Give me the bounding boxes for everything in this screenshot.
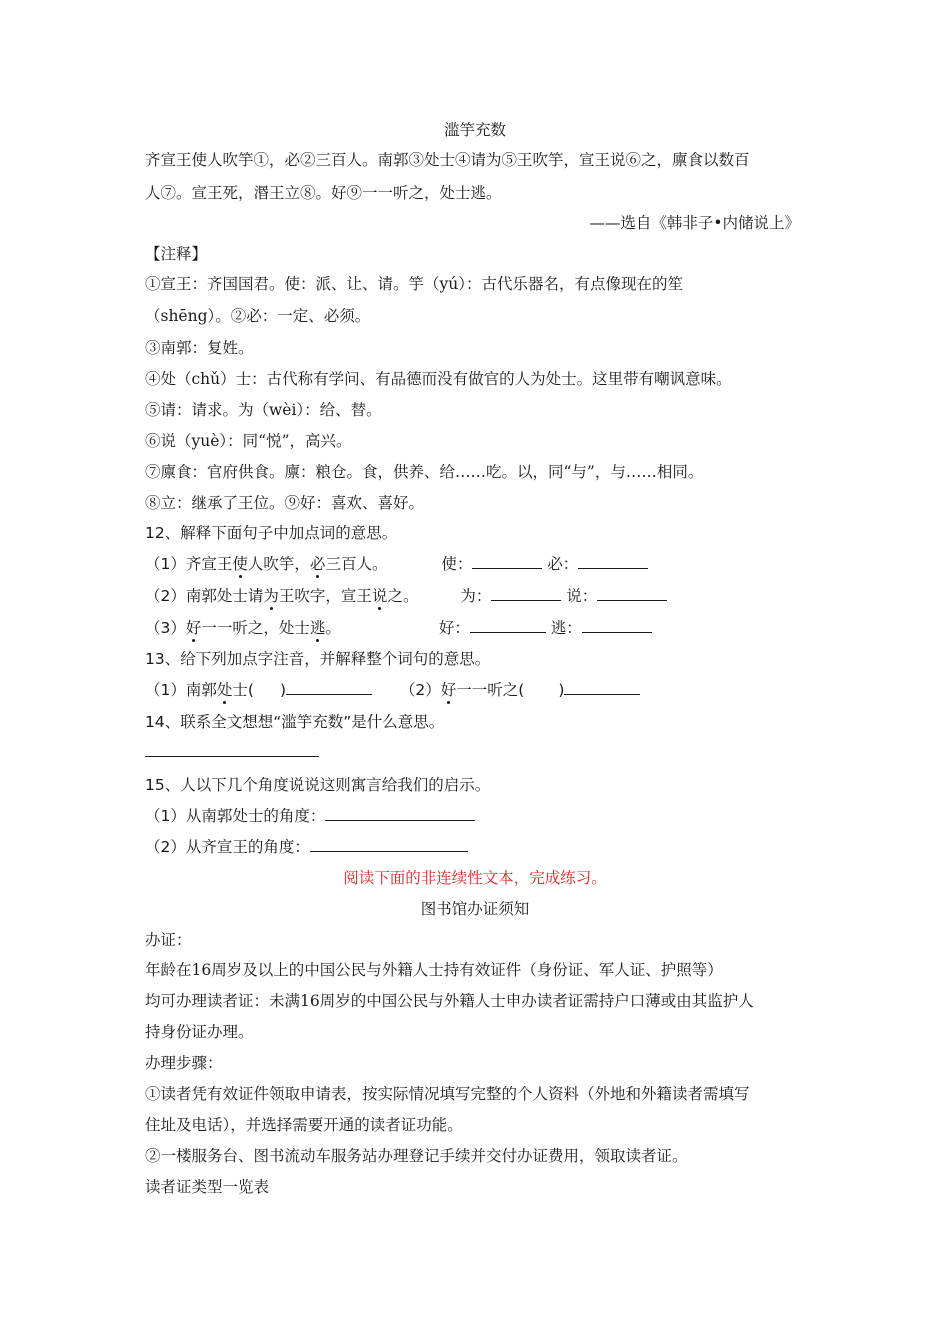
q12-3-label-1: 好： [438,619,470,637]
reading-label-1: 办证： [145,931,192,949]
q13-2-number: （2） [399,681,441,699]
q15-stem: 15、人以下几个角度说说这则寓言给我们的启示。 [145,776,491,794]
reading-paragraph-line-2: 均可办理读者证：未满16周岁的中国公民与外籍人士申办读者证需持户口薄或由其监护人 [145,992,754,1010]
reading-step-2: ②一楼服务台、图书流动车服务站办理登记手续并交付办证费用，领取读者证。 [145,1147,688,1165]
q13-1-dotted-char: 处 [216,681,233,699]
q15-item-1 [145,806,475,826]
reading-table-title: 读者证类型一览表 [145,1178,270,1196]
q12-2-number: （2） [145,587,186,605]
q12-1-text-post: 三百人。 [325,555,388,573]
reading-instruction: 阅读下面的非连续性文本，完成练习。 [343,869,607,887]
q12-3-dotted-word-1: 好 [185,619,202,637]
q13-items [145,680,640,700]
q12-item-3 [145,618,652,638]
q13-1-number: （1） [145,681,186,699]
q13-1-paren-close: ) [279,681,287,699]
reading-paragraph-line-1: 年龄在16周岁及以上的中国公民与外籍人士持有效证件（身份证、军人证、护照等） [145,961,723,979]
q13-stem: 13、给下列加点字注音，并解释整个词句的意思。 [145,650,491,668]
q12-3-label-2: 逃： [550,619,582,637]
q13-1-text-post: 士( [232,681,254,699]
q12-2-label-2: 说： [566,587,598,605]
story-source: ——选自《韩非子•内储说上》 [589,214,800,232]
q12-1-answer-blank-2[interactable] [578,554,648,569]
q13-2-dotted-char: 好 [440,681,457,699]
q15-1-label: （1）从南郭处士的角度： [145,807,326,825]
q12-2-text-pre: 南郭处士请 [185,587,264,605]
q13-2-paren-close: ) [558,681,565,699]
notes-heading: 【注释】 [145,245,208,263]
q12-2-dotted-word-1: 为 [263,587,279,605]
q14-stem: 14、联系全文想想“滥竽充数”是什么意思。 [145,713,445,731]
q13-2-answer-blank[interactable] [564,680,640,695]
note-8: ⑧立：继承了王位。⑨好：喜欢、喜好。 [145,494,425,512]
note-5: ⑤请：请求。为（wèi）：给、替。 [145,401,382,419]
reading-title: 图书馆办证须知 [420,900,530,918]
q12-2-dotted-word-2: 说 [371,587,388,605]
q12-3-number: （3） [145,619,186,637]
q12-3-answer-blank-1[interactable] [470,618,546,633]
reading-paragraph-line-3: 持身份证办理。 [145,1023,254,1041]
q13-1-text-pre: 南郭 [185,681,217,699]
q12-1-text-pre: 齐宣王 [185,555,233,573]
q12-1-text-mid: 人吹竽， [247,555,310,573]
note-1b: （shēng）。②必：一定、必须。 [145,307,371,325]
note-6: ⑥说（yuè）：同“悦”，高兴。 [145,432,352,450]
q12-2-text-mid: 王吹字，宣王 [278,587,372,605]
q13-1-answer-blank[interactable] [286,680,372,695]
reading-step-1a: ①读者凭有效证件领取申请表，按实际情况填写完整的个人资料（外地和外籍读者需填写 [145,1085,750,1103]
q12-1-number: （1） [145,555,186,573]
q15-1-answer-blank[interactable] [325,806,475,821]
q12-2-text-post: 之。 [387,587,419,605]
q12-1-answer-blank-1[interactable] [472,554,542,569]
q12-stem: 12、解释下面句子中加点词的意思。 [145,524,398,542]
q14-answer-blank[interactable] [145,742,319,757]
q12-1-label-2: 必： [547,555,579,573]
note-4: ④处（chǔ）士：古代称有学问、有品德而没有做官的人为处士。这里带有嘲讽意味。 [145,370,732,388]
note-7: ⑦廪食：官府供食。廪：粮仓。食，供养、给……吃。以，同“与”，与……相同。 [145,463,704,481]
story-text-line-1: 齐宣王使人吹竽①，必②三百人。南郭③处士④请为⑤王吹竽，宣王说⑥之，廪食以数百 [145,151,750,169]
q15-item-2 [145,837,468,857]
story-title: 滥竽充数 [443,121,506,139]
q12-1-dotted-word-2: 必 [309,555,326,573]
q12-2-label-1: 为： [460,587,492,605]
q12-3-text-post: 。 [325,619,341,637]
q12-item-1 [145,554,648,574]
q12-2-answer-blank-1[interactable] [491,586,561,601]
story-text-line-2: 人⑦。宣王死，湣王立⑧。好⑨一一听之，处士逃。 [145,184,502,202]
q14-answer-line [145,742,319,762]
reading-step-1b: 住址及电话），并选择需要开通的读者证功能。 [145,1116,463,1134]
q12-3-text-mid: 一一听之，处士 [201,619,310,637]
q13-2-text-post: 一一听之( [456,681,525,699]
q12-3-answer-blank-2[interactable] [582,618,652,633]
q12-1-label-1: 使： [441,555,473,573]
q12-2-answer-blank-2[interactable] [597,586,667,601]
note-1a: ①宣王：齐国国君。使：派、让、请。竽（yú）：古代乐器名，有点像现在的笙 [145,275,683,293]
q12-item-2 [145,586,667,606]
q15-2-label: （2）从齐宣王的角度： [145,838,310,856]
note-3: ③南郭：复姓。 [145,339,254,357]
q15-2-answer-blank[interactable] [310,837,468,852]
q12-3-dotted-word-2: 逃 [309,619,326,637]
reading-label-2: 办理步骤： [145,1054,223,1072]
q12-1-dotted-word-1: 使 [232,555,248,573]
